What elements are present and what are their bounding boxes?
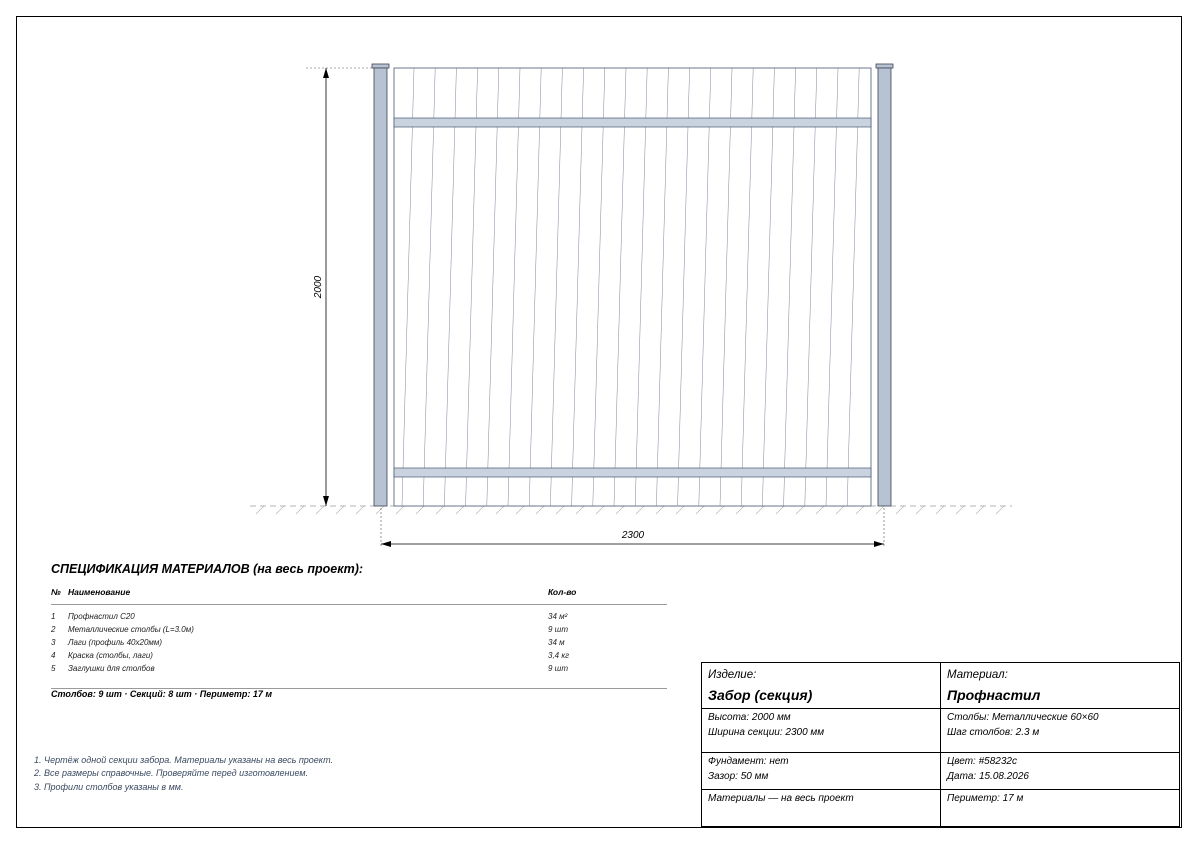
- ground-hatch-mark: [276, 506, 284, 514]
- spec-row-qty: 34 м: [548, 638, 565, 647]
- date-value: Дата: 15.08.2026: [947, 771, 1029, 782]
- ground-hatch-mark: [656, 506, 664, 514]
- title-block-divider-vertical: [940, 663, 941, 826]
- color-value: Цвет: #58232c: [947, 756, 1017, 767]
- spec-row-no: 2: [51, 625, 56, 634]
- spec-row-name: Краска (столбы, лаги): [68, 651, 153, 660]
- width-dim-label: 2300: [621, 530, 645, 541]
- perimeter-value: Периметр: 17 м: [947, 793, 1024, 804]
- ground-hatch-mark: [716, 506, 724, 514]
- ground-hatch-mark: [636, 506, 644, 514]
- ground-hatch-mark: [596, 506, 604, 514]
- ground-hatch-mark: [436, 506, 444, 514]
- note-line: 3. Профили столбов указаны в мм.: [34, 782, 184, 792]
- spec-col-name: Наименование: [68, 587, 131, 597]
- spec-row-name: Профнастил С20: [68, 612, 135, 621]
- title-block-divider: [702, 708, 1179, 709]
- ground-hatch-mark: [256, 506, 264, 514]
- post-cap-left: [372, 64, 389, 68]
- material-value: Профнастил: [947, 687, 1041, 703]
- spec-row-no: 3: [51, 638, 56, 647]
- ground-hatch-mark: [976, 506, 984, 514]
- material-label: Материал:: [947, 669, 1008, 681]
- post-right: [878, 68, 891, 506]
- spec-title: СПЕЦИФИКАЦИЯ МАТЕРИАЛОВ (на весь проект):: [51, 562, 364, 576]
- ground-hatch-mark: [796, 506, 804, 514]
- ground-hatch-mark: [396, 506, 404, 514]
- title-block: [701, 662, 1180, 827]
- gap-value: Зазор: 50 мм: [708, 771, 769, 782]
- spec-row-qty: 9 шт: [548, 625, 568, 634]
- bottom-rail: [394, 468, 871, 477]
- spec-header-divider: [51, 604, 667, 605]
- note-line: 1. Чертёж одной секции забора. Материалы указаны на весь проект.: [34, 755, 334, 765]
- spec-row-qty: 9 шт: [548, 664, 568, 673]
- width-arrow-right: [874, 541, 884, 547]
- ground-hatch-mark: [376, 506, 384, 514]
- height-value: Высота: 2000 мм: [708, 712, 791, 723]
- ground-hatch-mark: [956, 506, 964, 514]
- height-arrow-bottom: [323, 496, 329, 506]
- post-left: [374, 68, 387, 506]
- ground-hatch-mark: [556, 506, 564, 514]
- ground-hatch-mark: [836, 506, 844, 514]
- ground-hatch-mark: [516, 506, 524, 514]
- ground-hatch-mark: [896, 506, 904, 514]
- materials-note: Материалы — на весь проект: [708, 793, 854, 804]
- ground-hatch-mark: [756, 506, 764, 514]
- ground-hatch-mark: [296, 506, 304, 514]
- ground-hatch-mark: [736, 506, 744, 514]
- spec-row-name: Металлические столбы (L=3.0м): [68, 625, 194, 634]
- post-step-value: Шаг столбов: 2.3 м: [947, 727, 1040, 738]
- width-value: Ширина секции: 2300 мм: [708, 727, 825, 738]
- ground-hatch-mark: [356, 506, 364, 514]
- ground-hatch-mark: [696, 506, 704, 514]
- spec-row-qty: 34 м²: [548, 612, 568, 621]
- spec-summary: Столбов: 9 шт · Секций: 8 шт · Периметр: 17 м: [51, 689, 273, 699]
- ground-hatch-mark: [616, 506, 624, 514]
- ground-hatch-mark: [676, 506, 684, 514]
- title-block-divider: [702, 789, 1179, 790]
- ground-hatch-mark: [876, 506, 884, 514]
- product-label: Изделие:: [708, 669, 757, 681]
- ground-hatch-mark: [576, 506, 584, 514]
- ground-hatch-mark: [936, 506, 944, 514]
- spec-col-qty: Кол-во: [548, 587, 577, 597]
- posts-value: Столбы: Металлические 60×60: [947, 712, 1099, 723]
- ground-hatch-mark: [856, 506, 864, 514]
- top-rail: [394, 118, 871, 127]
- ground-hatch-mark: [476, 506, 484, 514]
- ground-hatch-mark: [456, 506, 464, 514]
- spec-row-no: 4: [51, 651, 56, 660]
- ground-hatch-mark: [536, 506, 544, 514]
- spec-row-name: Лаги (профиль 40x20мм): [68, 638, 163, 647]
- ground-hatch-mark: [816, 506, 824, 514]
- ground-hatch-mark: [776, 506, 784, 514]
- spec-row-no: 1: [51, 612, 56, 621]
- foundation-value: Фундамент: нет: [708, 756, 789, 767]
- spec-row-no: 5: [51, 664, 56, 673]
- fence-panel: [394, 68, 871, 506]
- ground-hatch-mark: [316, 506, 324, 514]
- post-cap-right: [876, 64, 893, 68]
- spec-col-no: №: [51, 587, 61, 597]
- title-block-divider: [702, 752, 1179, 753]
- spec-row-name: Заглушки для столбов: [68, 664, 155, 673]
- ground-hatch-mark: [496, 506, 504, 514]
- height-arrow-top: [323, 68, 329, 78]
- width-arrow-left: [381, 541, 391, 547]
- ground-hatch-mark: [916, 506, 924, 514]
- product-value: Забор (секция): [708, 687, 813, 703]
- height-dim-label: 2000: [313, 275, 324, 299]
- ground-hatch-mark: [336, 506, 344, 514]
- ground-hatch-mark: [996, 506, 1004, 514]
- ground-hatch: [256, 506, 1004, 514]
- spec-row-qty: 3,4 кг: [548, 651, 570, 660]
- ground-hatch-mark: [416, 506, 424, 514]
- note-line: 2. Все размеры справочные. Проверяйте перед изготовлением.: [34, 768, 309, 778]
